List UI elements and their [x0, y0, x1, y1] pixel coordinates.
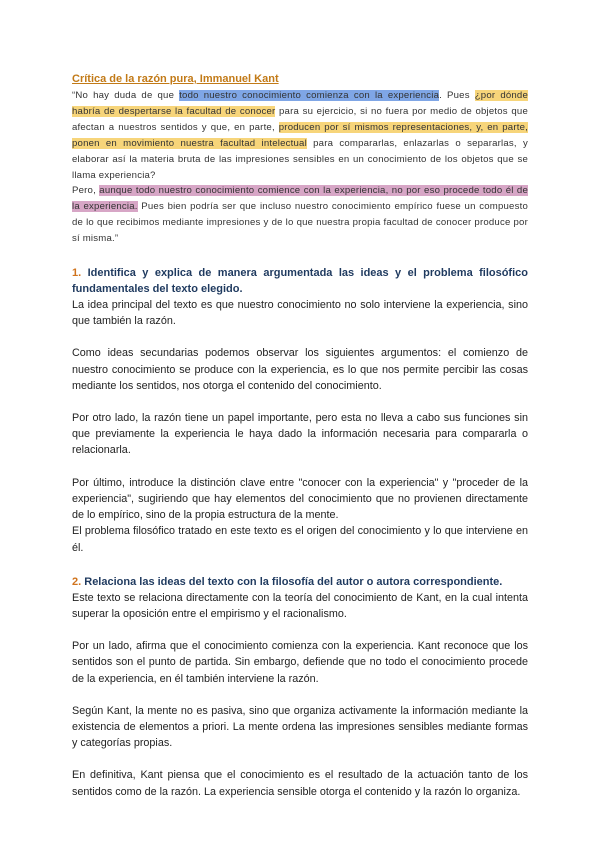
- section-heading-text: Identifica y explica de manera argumentada las ideas y el problema filosófico fundamentales del texto elegido.: [72, 267, 528, 296]
- section-number: 1.: [72, 267, 82, 280]
- quote-paragraph-2: [72, 183, 528, 247]
- section-1-paragraph: Por último, introduce la distinción clave entre "conocer con la experiencia" y "proceder de la experiencia", sugiriendo que hay elementos del conocimiento que no provienen directamente de lo empírico, sino de la propia estructura de la mente.: [72, 476, 528, 522]
- section-2-paragraph: Este texto se relaciona directamente con la teoría del conocimiento de Kant, en la cual intenta superar la oposición entre el empirismo y el racionalismo.: [72, 591, 528, 620]
- highlight-blue: todo nuestro conocimiento comienza con la experiencia: [179, 90, 440, 101]
- quote-paragraph-1: [72, 88, 528, 183]
- section-number: 2.: [72, 575, 82, 588]
- document-title: Crítica de la razón pura, Immanuel Kant: [72, 73, 279, 85]
- quote-text: Pues bien podría ser que incluso nuestro conocimiento empírico fuese un compuesto de lo que recibimos mediante impresiones y de lo que nuestra propia facultad de conocer produce por sí misma.”: [72, 201, 528, 245]
- section-1-paragraph: Como ideas secundarias podemos observar los siguientes argumentos: el comienzo de nuestro conocimiento se produce con la experiencia, es lo que nos permite percibir las cosas mediante los sentidos, nos otorga el contenido del conocimiento.: [72, 347, 528, 392]
- quote-text: para su ejercicio, si no fuera por medio de objetos que afectan a nuestros sentidos y que, en parte,: [72, 105, 528, 133]
- section-1-paragraph: La idea principal del texto es que nuestro conocimiento no solo interviene la experiencia, sino que también la razón.: [72, 299, 528, 328]
- section-1-paragraph: El problema filosófico tratado en este texto es el origen del conocimiento y lo que interviene en él.: [72, 525, 528, 554]
- section-heading-text: Relaciona las ideas del texto con la filosofía del autor o autora correspondiente.: [81, 575, 503, 588]
- section-2-paragraph: En definitiva, Kant piensa que el conocimiento es el resultado de la actuación tanto de los sentidos como de la razón. La experiencia sensible otorga el contenido y la razón lo organiza.: [72, 769, 528, 798]
- quote-text: para compararlas, enlazarlas o separarlas, y elaborar así la materia bruta de las impresiones sensibles en un conocimiento de los objetos que se llama experiencia?: [72, 137, 528, 181]
- section-1-heading: [72, 265, 528, 297]
- quote-text: . Pues: [439, 90, 475, 101]
- highlight-pink: aunque todo nuestro conocimiento comience con la experiencia, no por eso procede todo él de la experiencia.: [72, 185, 528, 213]
- quote-text: Pero,: [72, 185, 100, 197]
- quote-text: “No hay duda de que: [72, 90, 180, 101]
- section-1-paragraph: Por otro lado, la razón tiene un papel importante, pero esta no lleva a cabo sus funciones sin que previamente la experiencia le haya dado la información necesaria para compararla o relacionarla.: [72, 412, 528, 457]
- section-2-paragraph: Por un lado, afirma que el conocimiento comienza con la experiencia. Kant reconoce que los sentidos son el punto de partida. Sin embargo, defiende que no todo el conocimiento procede de la experiencia, en él también interviene la razón.: [72, 640, 528, 685]
- document-content: [72, 72, 528, 800]
- highlight-yellow: ¿por dónde habría de despertarse la facultad de conocer: [72, 90, 528, 117]
- section-2-heading: [72, 574, 528, 590]
- section-2-paragraph: Según Kant, la mente no es pasiva, sino que organiza activamente la información mediante la existencia de elementos a priori. La mente ordena las impresiones sensibles mediante formas y categorías propias.: [72, 704, 528, 750]
- highlight-yellow: producen por sí mismos representaciones, y, en parte, ponen en movimiento nuestra facultad intelectual: [72, 121, 528, 149]
